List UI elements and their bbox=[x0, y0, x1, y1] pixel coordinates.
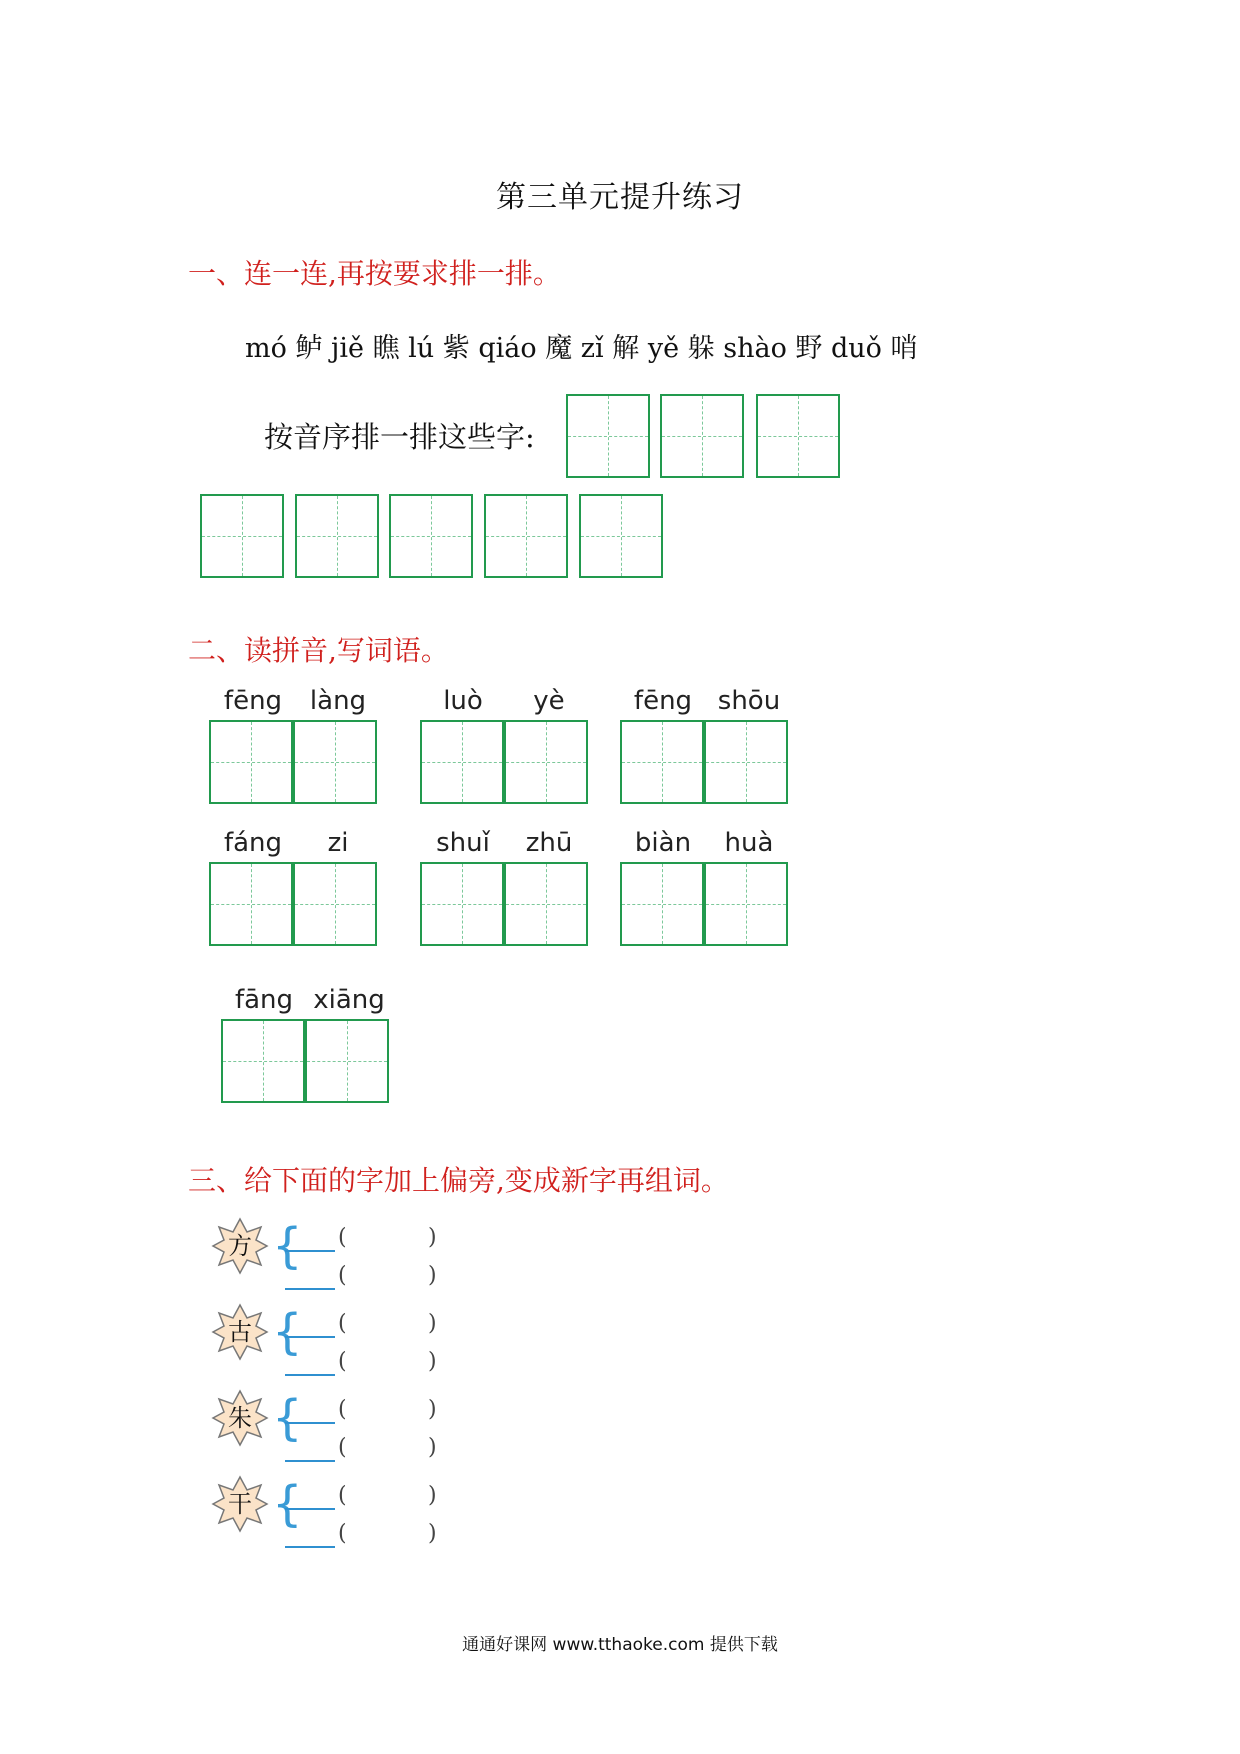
base-character: 朱 bbox=[228, 1404, 252, 1432]
answer-blank[interactable] bbox=[285, 1336, 335, 1338]
answer-blank[interactable] bbox=[285, 1508, 335, 1510]
answer-blank[interactable] bbox=[285, 1422, 335, 1424]
writing-box[interactable] bbox=[293, 862, 377, 946]
pinyin-label: fēng bbox=[223, 686, 283, 716]
paren-close: ) bbox=[428, 1435, 437, 1460]
writing-box[interactable] bbox=[200, 494, 284, 578]
footer-source: 通通好课网 www.tthaoke.com 提供下载 bbox=[462, 1635, 778, 1655]
writing-box[interactable] bbox=[504, 862, 588, 946]
paren-open: ( bbox=[338, 1521, 347, 1546]
brace-icon: { bbox=[272, 1304, 303, 1360]
paren-open: ( bbox=[338, 1435, 347, 1460]
paren-open: ( bbox=[338, 1225, 347, 1250]
pinyin-label: huà bbox=[724, 828, 774, 858]
writing-box[interactable] bbox=[660, 394, 744, 478]
writing-box[interactable] bbox=[389, 494, 473, 578]
pinyin-label: fēng bbox=[633, 686, 693, 716]
pinyin-character-line: mó 鲈 jiě 瞧 lú 紫 qiáo 魔 zǐ 解 yě 躲 shào 野 duǒ 哨 bbox=[245, 333, 918, 364]
star-character-badge bbox=[211, 1389, 269, 1447]
writing-box[interactable] bbox=[295, 494, 379, 578]
pinyin-label: shōu bbox=[717, 686, 781, 716]
base-character: 干 bbox=[228, 1490, 252, 1518]
writing-box[interactable] bbox=[420, 862, 504, 946]
answer-blank[interactable] bbox=[285, 1546, 335, 1548]
writing-box[interactable] bbox=[704, 720, 788, 804]
writing-box[interactable] bbox=[566, 394, 650, 478]
pinyin-label: yè bbox=[533, 686, 565, 716]
writing-box[interactable] bbox=[209, 720, 293, 804]
star-character-badge bbox=[211, 1475, 269, 1533]
writing-box[interactable] bbox=[756, 394, 840, 478]
base-character: 古 bbox=[228, 1318, 252, 1346]
star-character-badge bbox=[211, 1303, 269, 1361]
order-instruction: 按音序排一排这些字: bbox=[264, 420, 535, 454]
writing-box[interactable] bbox=[305, 1019, 389, 1103]
pinyin-label: fáng bbox=[223, 828, 283, 858]
writing-box[interactable] bbox=[420, 720, 504, 804]
pinyin-label: shuǐ bbox=[436, 828, 490, 858]
pinyin-label: làng bbox=[309, 686, 367, 716]
paren-close: ) bbox=[428, 1521, 437, 1546]
paren-open: ( bbox=[338, 1349, 347, 1374]
brace-icon: { bbox=[272, 1218, 303, 1274]
pinyin-label: biàn bbox=[634, 828, 692, 858]
paren-open: ( bbox=[338, 1263, 347, 1288]
paren-close: ) bbox=[428, 1225, 437, 1250]
brace-icon: { bbox=[272, 1390, 303, 1446]
writing-box[interactable] bbox=[579, 494, 663, 578]
writing-box[interactable] bbox=[221, 1019, 305, 1103]
brace-icon: { bbox=[272, 1476, 303, 1532]
star-character-badge bbox=[211, 1217, 269, 1275]
writing-box[interactable] bbox=[293, 720, 377, 804]
writing-box[interactable] bbox=[504, 720, 588, 804]
paren-close: ) bbox=[428, 1311, 437, 1336]
paren-close: ) bbox=[428, 1483, 437, 1508]
writing-box[interactable] bbox=[484, 494, 568, 578]
answer-blank[interactable] bbox=[285, 1250, 335, 1252]
paren-open: ( bbox=[338, 1397, 347, 1422]
section1-heading: 一、连一连,再按要求排一排。 bbox=[188, 257, 561, 290]
page-title: 第三单元提升练习 bbox=[496, 180, 744, 215]
base-character: 方 bbox=[228, 1232, 252, 1260]
section2-heading: 二、读拼音,写词语。 bbox=[188, 634, 449, 667]
pinyin-label: zi bbox=[327, 828, 349, 858]
writing-box[interactable] bbox=[620, 720, 704, 804]
writing-box[interactable] bbox=[620, 862, 704, 946]
paren-open: ( bbox=[338, 1483, 347, 1508]
paren-open: ( bbox=[338, 1311, 347, 1336]
writing-box[interactable] bbox=[704, 862, 788, 946]
paren-close: ) bbox=[428, 1397, 437, 1422]
answer-blank[interactable] bbox=[285, 1288, 335, 1290]
pinyin-label: xiāng bbox=[313, 985, 385, 1015]
answer-blank[interactable] bbox=[285, 1374, 335, 1376]
writing-box[interactable] bbox=[209, 862, 293, 946]
pinyin-label: zhū bbox=[525, 828, 573, 858]
pinyin-label: luò bbox=[443, 686, 483, 716]
section3-heading: 三、给下面的字加上偏旁,变成新字再组词。 bbox=[188, 1164, 729, 1197]
answer-blank[interactable] bbox=[285, 1460, 335, 1462]
paren-close: ) bbox=[428, 1263, 437, 1288]
paren-close: ) bbox=[428, 1349, 437, 1374]
pinyin-label: fāng bbox=[234, 985, 294, 1015]
